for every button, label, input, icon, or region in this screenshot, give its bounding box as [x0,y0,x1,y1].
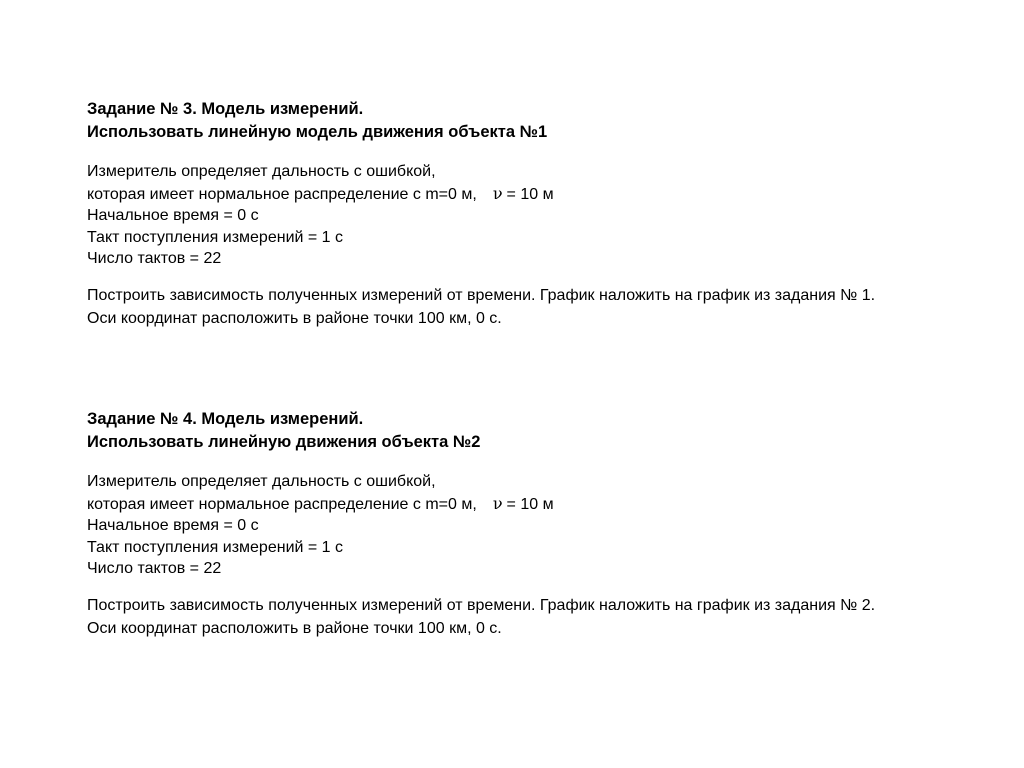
task-4-instruction-axes: Оси координат расположить в районе точки 100 км, 0 с. [87,620,502,637]
task-4-distribution-value: = 10 м [506,495,554,513]
task-3-distribution-value: = 10 м [506,185,554,203]
task-3-parameters [87,161,1007,270]
task-4-distribution-symbol: ν [492,493,503,513]
task-3-distribution-text: которая имеет нормальное распределение с m=0 м, [87,185,477,203]
task-3-instructions [87,284,1007,331]
task-3-section [87,98,1007,331]
task-4-param-error: Измеритель определяет дальность с ошибкой, [87,473,436,490]
task-4-subtitle: Использовать линейную движения объекта №2 [87,433,481,451]
task-4-param-distribution [87,493,1007,516]
task-4-title: Задание № 4. Модель измерений. [87,410,364,428]
task-3-subtitle: Использовать линейную модель движения объекта №1 [87,123,548,141]
task-3-param-tick-count: Число тактов = 22 [87,250,222,267]
task-4-parameters [87,471,1007,580]
task-4-instruction-plot: Построить зависимость полученных измерений от времени. График наложить на график из задания № 2. [87,596,876,614]
task-3-distribution-symbol: ν [492,183,503,203]
task-3-instruction-axes: Оси координат расположить в районе точки 100 км, 0 с. [87,310,502,327]
task-4-instructions [87,594,1007,641]
task-3-param-tick: Такт поступления измерений = 1 с [87,228,344,246]
task-3-param-error: Измеритель определяет дальность с ошибкой, [87,163,436,180]
task-3-title: Задание № 3. Модель измерений. [87,100,364,118]
task-4-param-tick-count: Число тактов = 22 [87,560,222,577]
task-3-param-distribution [87,183,1007,206]
task-4-section [87,408,1007,641]
task-4-param-start-time: Начальное время = 0 с [87,517,259,534]
task-3-instruction-plot: Построить зависимость полученных измерений от времени. График наложить на график из задания № 1. [87,286,876,304]
task-4-param-tick: Такт поступления измерений = 1 с [87,538,344,556]
task-3-param-start-time: Начальное время = 0 с [87,207,259,224]
task-4-distribution-text: которая имеет нормальное распределение с m=0 м, [87,495,477,513]
